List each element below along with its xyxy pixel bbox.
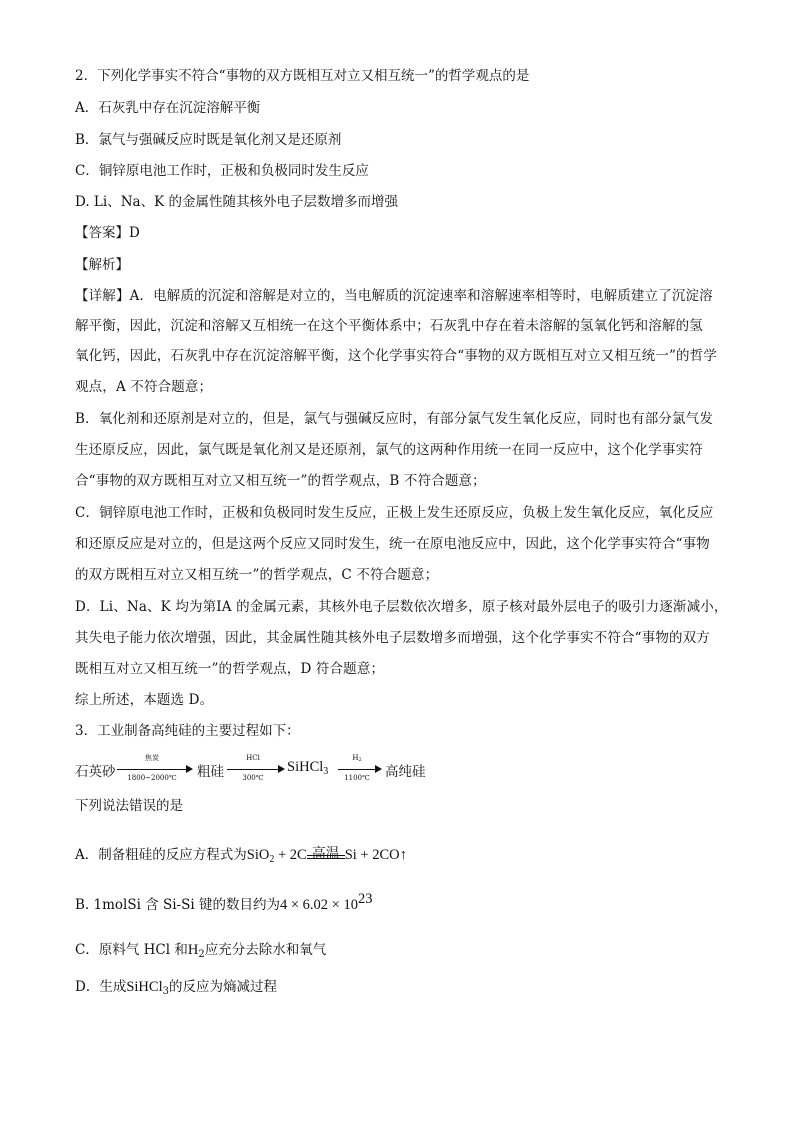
q2-detail-line: 其失电子能力依次增强，因此，其金属性随其核外电子层数增多而增强，这个化学事实不符合“事物的双方 xyxy=(75,630,710,646)
q3-option-b: B. 1molSi 含 Si-Si 键的数目约为$4 \times 6.02 \times 10^{23}$ xyxy=(75,891,373,913)
arrow-label-bottom: 1100℃ xyxy=(344,774,370,782)
q2-option-d: D. Li、Na、K 的金属性随其核外电子层数增多而增强 xyxy=(75,194,398,210)
q3-option-c: C．原料气 HCl 和$H_2$应充分去除水和氧气 xyxy=(75,942,327,960)
chain-end: 高纯硅 xyxy=(385,764,426,780)
q2-option-c: C．铜锌原电池工作时，正极和负极同时发生反应 xyxy=(75,163,369,179)
q3-option-a: A．制备粗硅的反应方程式为SiO$_2$ + 2C 高温 Si + 2CO↑ xyxy=(75,846,407,865)
arrow-label-top: 焦炭 xyxy=(145,754,159,762)
reaction-arrow xyxy=(338,754,382,784)
q2-answer: 【答案】D xyxy=(75,225,140,241)
q2-detail-line: 【详解】A．电解质的沉淀和溶解是对立的，当电解质的沉淀速率和溶解速率相等时，电解质建立了沉淀溶 xyxy=(75,288,713,304)
q3-option-d: D．生成SiHCl$_3$的反应为熵减过程 xyxy=(75,979,277,997)
q2-detail-line: 综上所述，本题选 D。 xyxy=(75,692,214,708)
arrow-label-bottom: 300℃ xyxy=(242,774,264,782)
q2-detail-line: 解平衡，因此，沉淀和溶解又互相统一在这个平衡体系中；石灰乳中存在着未溶解的氢氧化钙和溶解的氢 xyxy=(75,318,703,334)
q2-detail-line: 既相互对立又相互统一”的哲学观点，D 符合题意； xyxy=(75,661,385,677)
q2-option-a: A．石灰乳中存在沉淀溶解平衡 xyxy=(75,100,261,116)
q2-detail-line: 合“事物的双方既相互对立又相互统一”的哲学观点，B 不符合题意； xyxy=(75,473,486,489)
q2-detail-line: 的双方既相互对立又相互统一”的哲学观点，C 不符合题意； xyxy=(75,567,439,583)
q2-detail-line: 生还原反应，因此，氯气既是氧化剂又是还原剂，氯气的这两种作用统一在同一反应中，这个化学事实符 xyxy=(75,442,703,458)
q2-detail-line: 和还原反应是对立的，但是这两个反应又同时发生，统一在原电池反应中，因此，这个化学事实符合“事物 xyxy=(75,536,710,552)
reaction-arrow xyxy=(227,754,285,784)
arrow-label-top: $H_2$ xyxy=(352,754,362,763)
q2-detail-line: 观点，A 不符合题意； xyxy=(75,379,213,395)
q3-question: 下列说法错误的是 xyxy=(75,798,183,814)
q2-analysis-heading: 【解析】 xyxy=(75,257,129,273)
q2-detail-line: 氧化钙，因此，石灰乳中存在沉淀溶解平衡，这个化学事实符合“事物的双方既相互对立又相互统一”的哲学 xyxy=(75,348,718,364)
equation: SiO$_2$ + 2C 高温 Si + 2CO↑ xyxy=(246,846,407,865)
reaction-arrow xyxy=(117,754,193,784)
chain-mid1: 粗硅 xyxy=(197,764,224,780)
q2-detail-line: C．铜锌原电池工作时，正极和负极同时发生反应，正极上发生还原反应，负极上发生氧化反应，氧化反应 xyxy=(75,505,714,521)
q2-stem: 2．下列化学事实不符合“事物的双方既相互对立又相互统一”的哲学观点的是 xyxy=(75,68,530,84)
q2-detail-line: D．Li、Na、K 均为第ⅠA 的金属元素，其核外电子层数依次增多，原子核对最外层电子的吸引力逐渐减小， xyxy=(75,599,728,615)
chain-start: 石英砂 xyxy=(75,764,116,780)
q2-option-b: B．氯气与强碱反应时既是氧化剂又是还原剂 xyxy=(75,132,342,148)
q3-stem: 3．工业制备高纯硅的主要过程如下： xyxy=(75,723,300,739)
equation-condition: 高温 xyxy=(307,862,345,866)
chain-mid2: SiHCl$_3$ xyxy=(287,759,329,777)
q2-detail-line: B．氧化剂和还原剂是对立的，但是，氯气与强碱反应时，有部分氯气发生氧化反应，同时也有部分氯气发 xyxy=(75,411,713,427)
arrow-label-bottom: 1800~2000℃ xyxy=(127,774,177,782)
arrow-label-top: HCl xyxy=(246,754,260,762)
